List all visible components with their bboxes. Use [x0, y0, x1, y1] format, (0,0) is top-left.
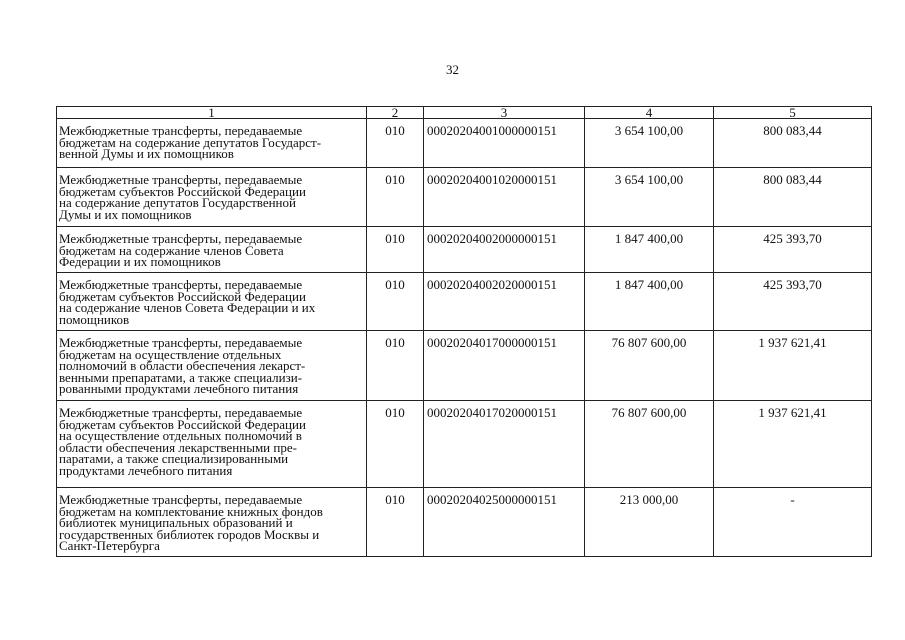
- row-plan: 1 847 400,00: [585, 227, 714, 273]
- row-code: 010: [367, 227, 424, 273]
- row-kbk: 00020204001020000151: [424, 168, 585, 227]
- table-row: [57, 273, 872, 331]
- table-header-row: [57, 107, 872, 119]
- row-name-line: Межбюджетные трансферты, передаваемые: [59, 231, 303, 246]
- row-code: 010: [367, 331, 424, 401]
- row-name-line: бюджетам на содержание членов Совета: [59, 242, 284, 258]
- row-name-line: полномочий в области обеспечения лекарст-: [59, 358, 306, 373]
- row-name-line: на содержание членов Совета Федерации и их: [59, 300, 316, 315]
- row-name-line: Межбюджетные трансферты, передаваемые: [59, 123, 303, 138]
- row-kbk: 00020204002020000151: [424, 273, 585, 331]
- table-row: [57, 401, 872, 488]
- row-name-line: библиотек муниципальных образований и: [59, 515, 293, 530]
- row-plan: 76 807 600,00: [585, 401, 714, 488]
- row-name-line: помощников: [59, 311, 130, 327]
- row-fact: 1 937 621,41: [714, 401, 872, 488]
- row-kbk: 00020204017000000151: [424, 331, 585, 401]
- row-name-line: государственных библиотек городов Москвы и: [59, 526, 320, 542]
- row-code: 010: [367, 273, 424, 331]
- row-name-line: Межбюджетные трансферты, передаваемые: [59, 492, 303, 507]
- table-row: [57, 119, 872, 168]
- row-name-line: венными препаратами, а также специализи-: [59, 369, 303, 385]
- row-plan: 1 847 400,00: [585, 273, 714, 331]
- column-header-5: 5: [714, 107, 872, 119]
- row-name-line: Думы и их помощников: [59, 206, 192, 222]
- row-kbk: 00020204017020000151: [424, 401, 585, 488]
- row-name-line: Межбюджетные трансферты, передаваемые: [59, 277, 303, 292]
- column-header-2: 2: [367, 107, 424, 119]
- row-name-line: на осуществление отдельных полномочий в: [59, 428, 302, 443]
- row-code: 010: [367, 401, 424, 488]
- row-kbk: 00020204002000000151: [424, 227, 585, 273]
- table-row: [57, 227, 872, 273]
- row-name-line: Межбюджетные трансферты, передаваемые: [59, 335, 303, 350]
- row-name: [57, 331, 367, 401]
- row-code: 010: [367, 488, 424, 557]
- row-name-line: области обеспечения лекарственными пре-: [59, 439, 297, 455]
- row-name-line: венной Думы и их помощников: [59, 146, 234, 161]
- table-row: [57, 488, 872, 557]
- column-header-1: 1: [57, 107, 367, 119]
- row-name-line: рованными продуктами лечебного питания: [59, 381, 299, 396]
- row-code: 010: [367, 119, 424, 168]
- row-fact: 800 083,44: [714, 168, 872, 227]
- budget-table: [56, 106, 872, 557]
- table-row: [57, 168, 872, 227]
- row-name-line: Межбюджетные трансферты, передаваемые: [59, 172, 303, 187]
- row-fact: 1 937 621,41: [714, 331, 872, 401]
- row-name: [57, 227, 367, 273]
- row-name-line: бюджетам субъектов Российской Федерации: [59, 288, 306, 304]
- column-header-4: 4: [585, 107, 714, 119]
- table-row: [57, 331, 872, 401]
- row-plan: 213 000,00: [585, 488, 714, 557]
- row-code: 010: [367, 168, 424, 227]
- row-kbk: 00020204001000000151: [424, 119, 585, 168]
- row-name-line: бюджетам субъектов Российской Федерации: [59, 416, 306, 432]
- row-plan: 3 654 100,00: [585, 168, 714, 227]
- row-name: [57, 168, 367, 227]
- row-name-line: Федерации и их помощников: [59, 254, 221, 269]
- row-name-line: Межбюджетные трансферты, передаваемые: [59, 405, 303, 420]
- row-fact: 425 393,70: [714, 273, 872, 331]
- row-name: [57, 488, 367, 557]
- row-name-line: бюджетам на комплектование книжных фондов: [59, 503, 323, 519]
- column-header-3: 3: [424, 107, 585, 119]
- row-name-line: бюджетам на осуществление отдельных: [59, 346, 282, 362]
- row-fact: 800 083,44: [714, 119, 872, 168]
- row-name-line: бюджетам на содержание депутатов Государст-: [59, 134, 322, 150]
- row-fact: -: [714, 488, 872, 557]
- row-name: [57, 119, 367, 168]
- page-number: 32: [446, 62, 459, 77]
- row-name-line: на содержание депутатов Государственной: [59, 195, 296, 210]
- row-fact: 425 393,70: [714, 227, 872, 273]
- row-name-line: продуктами лечебного питания: [59, 462, 233, 478]
- row-name: [57, 273, 367, 331]
- row-plan: 76 807 600,00: [585, 331, 714, 401]
- row-name-line: Санкт-Петербурга: [59, 538, 160, 553]
- row-plan: 3 654 100,00: [585, 119, 714, 168]
- row-name-line: паратами, а также специализированными: [59, 451, 289, 466]
- row-name-line: бюджетам субъектов Российской Федерации: [59, 183, 306, 199]
- row-kbk: 00020204025000000151: [424, 488, 585, 557]
- row-name: [57, 401, 367, 488]
